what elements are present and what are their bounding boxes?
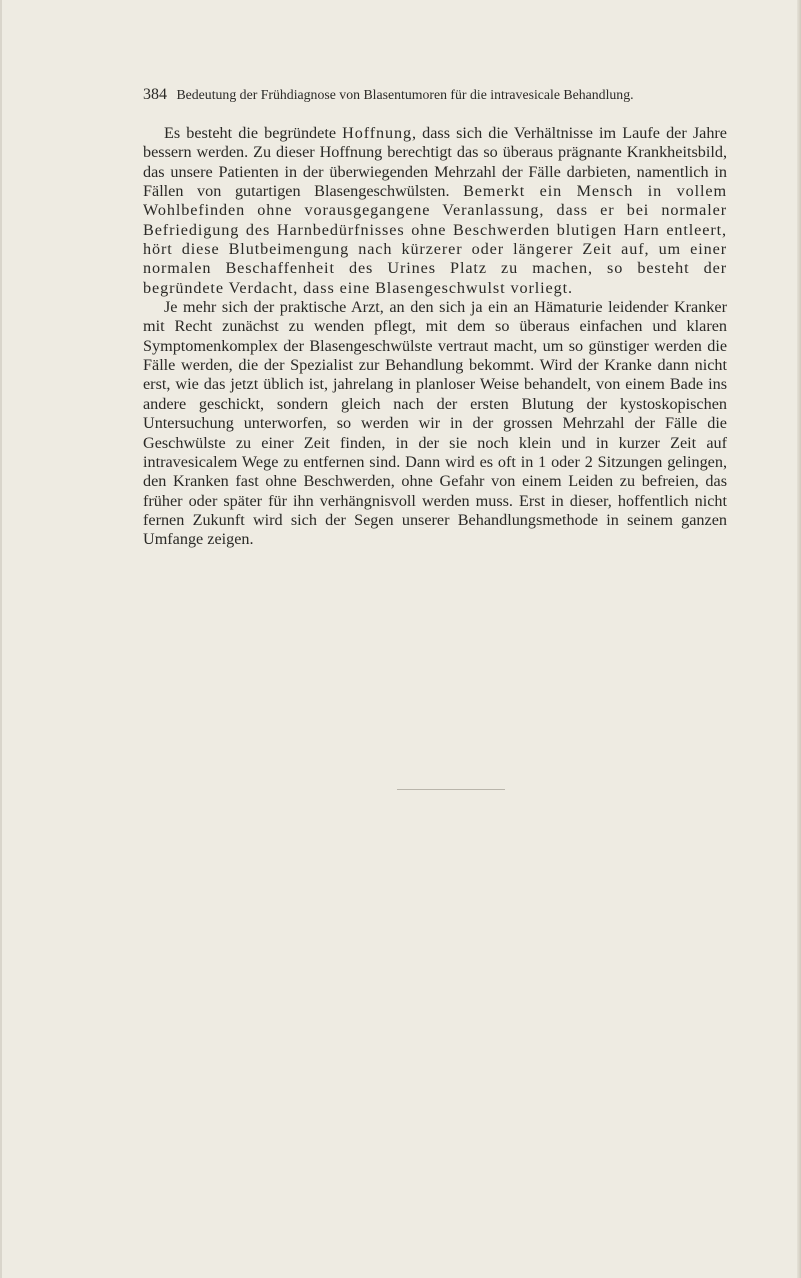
- body-text: [143, 124, 727, 550]
- page-number: 384: [143, 86, 167, 103]
- paragraph-1-segment-3: , dass sich die Verhältnisse im Laufe der Jahre bessern werden. Zu dieser Hoffnung berechtigt das so überaus prägnante Krankheitsbild, das unsere Patienten in der überwiegenden Mehrzahl der Fälle darbieten, namentlich in Fällen von gutartigen Blasengeschwülsten.: [143, 124, 727, 201]
- running-title: Bedeutung der Frühdiagnose von Blasentumoren für die intravesicale Behandlung.: [176, 87, 634, 102]
- running-header: [143, 86, 728, 104]
- paragraph-1-segment-1: Es besteht die begründete: [164, 124, 343, 142]
- end-rule: [397, 789, 505, 790]
- paragraph-1-segment-2: Hoffnung: [342, 124, 412, 142]
- page-right-edge: [797, 0, 801, 1278]
- paragraph-2-segment-1: Je mehr sich der praktische Arzt, an den sich ja ein an Hämaturie leidender Kranker mit Recht zunächst zu wenden pflegt, mit dem so überaus einfachen und klaren Symptomenkomplex der Blasengeschwülste vertraut macht, um so günstiger werden die Fälle werden, die der Spezialist zur Behandlung bekommt. Wird der Kranke dann nicht erst, wie das jetzt üblich ist, jahrelang in planloser Weise behandelt, von einem Bade ins andere geschickt, sondern gleich nach der ersten Blutung der kystoskopischen Untersuchung unterworfen, so werden wir in der grossen Mehrzahl der Fälle die Geschwülste zu einer Zeit finden, in der sie noch klein und in kurzer Zeit auf intravesicalem Wege zu entfernen sind. Dann wird es oft in 1 oder 2 Sitzungen gelingen, den Kranken fast ohne Beschwerden, ohne Gefahr von einem Leiden zu befreien, das früher oder später für ihn verhängnisvoll werden muss. Erst in dieser, hoffentlich nicht fernen Zukunft wird sich der Segen unserer Behandlungsmethode in seinem ganzen Umfange zeigen.: [143, 298, 727, 549]
- page-left-edge: [0, 0, 2, 1278]
- paragraph-1-segment-4: Bemerkt ein Mensch in vollem Wohlbefinden ohne vorausgegangene Veranlassung, dass er bei normaler Befriedigung des Harnbedürfnisses ohne Beschwerden blutigen Harn entleert, hört diese Blutbeimengung nach kürzerer oder längerer Zeit auf, um einer normalen Beschaffenheit des Urines Platz zu machen, so besteht der begründete Verdacht, dass eine Blasengeschwulst vorliegt.: [143, 182, 728, 297]
- paragraph-2: [143, 298, 727, 549]
- paragraph-1: [143, 124, 727, 298]
